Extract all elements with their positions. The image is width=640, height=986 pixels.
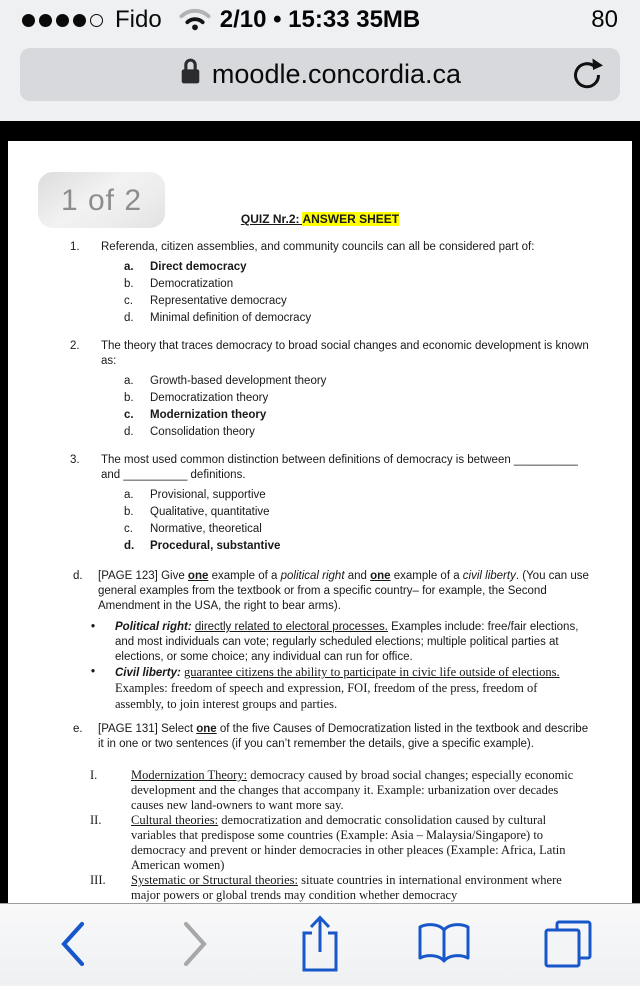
url-domain: moodle.concordia.ca bbox=[211, 59, 462, 89]
signal-dots-icon bbox=[22, 14, 103, 27]
roman-numeral: I. bbox=[90, 768, 98, 782]
question-number: 2. bbox=[70, 340, 80, 352]
address-bar[interactable] bbox=[20, 48, 620, 101]
tabs-icon bbox=[542, 918, 594, 973]
title-prefix: QUIZ Nr.2: bbox=[240, 212, 303, 226]
question-3 bbox=[8, 453, 632, 555]
bullet-text: Political right: directly related to electoral processes. Examples include: free/fair elections, and most individuals can vote; regularly scheduled elections; multiple political parties at elections, or some choice; any individual can run for office. bbox=[115, 621, 579, 663]
page-number-badge: 1 of 2 bbox=[38, 172, 165, 228]
option-b: b. Qualitative, quantitative bbox=[124, 506, 270, 518]
cause-text: Cultural theories: democratization and democratic consolidation caused by cultural variables that predispose some countries (Example: Asia – Malaysia/Singapore) to democracy and prevent or hinder democracies in other pleaces (Example: Africa, Latin American women) bbox=[131, 813, 566, 872]
item-letter: e. bbox=[73, 723, 83, 735]
option-a: a. Provisional, supportive bbox=[124, 489, 266, 501]
option-c: c. Modernization theory bbox=[124, 409, 267, 421]
pdf-viewer[interactable] bbox=[0, 121, 640, 903]
url-bar-area bbox=[0, 40, 640, 121]
question-1 bbox=[8, 240, 632, 327]
item-e bbox=[8, 722, 632, 752]
option-d: d. Procedural, substantive bbox=[124, 540, 281, 552]
item-letter: d. bbox=[73, 570, 83, 582]
carrier-label: Fido bbox=[115, 6, 162, 33]
option-d: d. Minimal definition of democracy bbox=[124, 312, 312, 324]
option-b: b. Democratization theory bbox=[124, 392, 269, 404]
question-2 bbox=[8, 339, 632, 441]
bullet-civil-liberty bbox=[8, 665, 632, 713]
cause-iii bbox=[8, 873, 632, 903]
bullet-icon: • bbox=[91, 621, 96, 633]
document-page bbox=[8, 141, 632, 903]
bullet-icon: • bbox=[91, 666, 96, 678]
question-number: 1. bbox=[70, 241, 80, 253]
share-button[interactable] bbox=[290, 913, 350, 977]
item-text: [PAGE 131] Select one of the five Causes of Democratization listed in the textbook and describe it in one or two sentences (if you can’t remember the details, give a specific example). bbox=[98, 723, 589, 750]
lock-icon bbox=[179, 56, 202, 94]
option-a: a. Direct democracy bbox=[124, 261, 247, 273]
option-d: d. Consolidation theory bbox=[124, 426, 255, 438]
book-icon bbox=[415, 921, 473, 970]
item-text: [PAGE 123] Give one example of a political right and one example of a civil liberty. (You can use general examples from the textbook or from a specific country– for example, the Second Amendment in the USA, the right to bear arms). bbox=[98, 570, 589, 612]
title-highlight: ANSWER SHEET bbox=[302, 212, 400, 226]
status-datetime-data: 2/10 • 15:33 35MB bbox=[219, 6, 421, 33]
cause-ii bbox=[8, 813, 632, 873]
back-chevron-icon bbox=[57, 920, 87, 971]
question-number: 3. bbox=[70, 454, 80, 466]
causes-list bbox=[8, 768, 632, 903]
forward-chevron-icon bbox=[181, 920, 211, 971]
option-a: a. Growth-based development theory bbox=[124, 375, 327, 387]
safari-toolbar bbox=[0, 903, 640, 986]
wifi-icon bbox=[178, 5, 212, 36]
option-c: c. Representative democracy bbox=[124, 295, 287, 307]
question-text: The most used common distinction between definitions of democracy is between __________ and __________ definitions. bbox=[101, 454, 578, 481]
option-c: c. Normative, theoretical bbox=[124, 523, 262, 535]
question-text: The theory that traces democracy to broad social changes and economic development is known as: bbox=[101, 340, 589, 367]
cause-i bbox=[8, 768, 632, 813]
back-button[interactable] bbox=[42, 913, 102, 977]
tabs-button[interactable] bbox=[538, 913, 598, 977]
roman-numeral: III. bbox=[90, 873, 106, 887]
battery-percent: 80 bbox=[591, 6, 618, 33]
answer-bullets bbox=[8, 620, 632, 713]
share-icon bbox=[297, 914, 343, 977]
forward-button[interactable] bbox=[166, 913, 226, 977]
option-b: b. Democratization bbox=[124, 278, 234, 290]
cause-text: Modernization Theory: democracy caused by broad social changes; especially economic development and the changes that accompany it. Example: urbanization over decades causes new land-owners to want more say. bbox=[131, 768, 574, 812]
item-d bbox=[8, 569, 632, 614]
reload-icon[interactable] bbox=[570, 58, 604, 92]
roman-numeral: II. bbox=[90, 813, 102, 827]
document-title bbox=[8, 212, 632, 227]
bookmarks-button[interactable] bbox=[414, 913, 474, 977]
bullet-political-right bbox=[8, 620, 632, 665]
question-text: Referenda, citizen assemblies, and community councils can all be considered part of: bbox=[101, 241, 535, 253]
bullet-text: Civil liberty: guarantee citizens the ability to participate in civic life outside of elections. Examples: freedom of speech and expression, FOI, freedom of the press, freedom of assembly, to join interest groups and parties. bbox=[115, 665, 560, 711]
status-bar bbox=[0, 0, 640, 40]
cause-text: Systematic or Structural theories: situate countries in international environment where major powers or global trends may condition whether democracy bbox=[131, 873, 562, 902]
